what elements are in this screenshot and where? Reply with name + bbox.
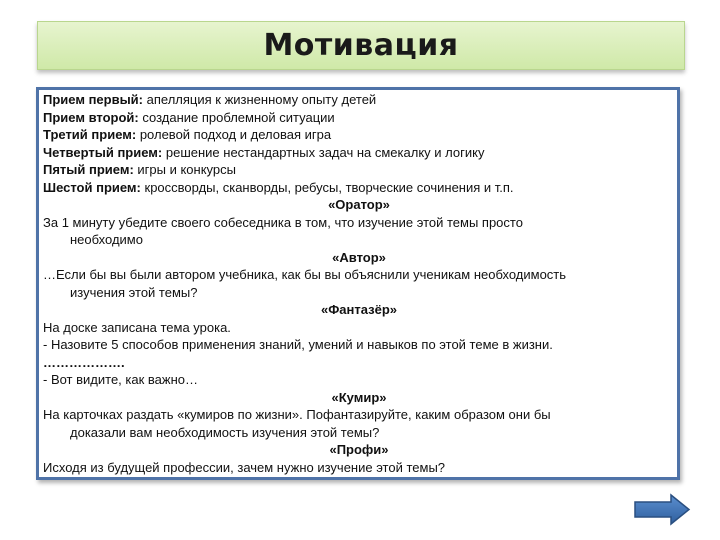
orator-heading: «Оратор»	[328, 197, 390, 212]
technique-label: Шестой прием:	[43, 179, 141, 195]
fantasy-heading: «Фантазёр»	[320, 302, 398, 317]
technique-2	[43, 109, 675, 127]
technique-text: решение нестандартных задач на смекалку и логику	[162, 144, 485, 160]
author-text-cont: изучения этой темы?	[70, 284, 198, 300]
next-slide-button[interactable]	[633, 493, 691, 526]
orator-text: За 1 минуту убедите своего собеседника в том, что изучение этой темы просто	[43, 214, 523, 230]
technique-label: Прием первый:	[43, 92, 144, 107]
idol-heading: «Кумир»	[331, 389, 387, 405]
technique-6	[43, 179, 675, 197]
arrow-right-icon	[633, 493, 691, 526]
technique-4	[43, 144, 675, 162]
technique-label: Третий прием:	[43, 127, 137, 142]
fantasy-text-1: На доске записана тема урока.	[43, 319, 231, 335]
technique-text: игры и конкурсы	[133, 162, 236, 177]
pro-text: Исходя из будущей профессии, зачем нужно изучение этой темы?	[43, 459, 446, 475]
pro-heading: «Профи»	[329, 442, 389, 457]
author-heading: «Автор»	[332, 249, 386, 265]
fantasy-text-4: - Вот видите, как важно…	[43, 372, 198, 387]
technique-text: ролевой подход и деловая игра	[136, 127, 332, 142]
idol-text: На карточках раздать «кумиров по жизни». Пофантазируйте, каким образом они бы	[43, 407, 551, 422]
technique-text: кроссворды, сканворды, ребусы, творческие сочинения и т.п.	[140, 179, 514, 195]
technique-text: создание проблемной ситуации	[138, 109, 335, 125]
idol-text-cont: доказали вам необходимость изучения этой темы?	[70, 424, 380, 440]
fantasy-text-3: ……………….	[43, 354, 125, 370]
fantasy-text-2: - Назовите 5 способов применения знаний, умений и навыков по этой теме в жизни.	[43, 337, 553, 352]
technique-1	[43, 91, 675, 109]
technique-text: апелляция к жизненному опыту детей	[143, 92, 377, 107]
orator-text-cont: необходимо	[70, 232, 143, 247]
title-bar	[37, 21, 685, 70]
slide-content	[43, 91, 675, 476]
technique-3	[43, 126, 675, 144]
technique-label: Четвертый прием:	[43, 144, 163, 160]
technique-5	[43, 161, 675, 179]
technique-label: Пятый прием:	[43, 162, 134, 177]
technique-label: Прием второй:	[43, 109, 139, 125]
author-text: …Если бы вы были автором учебника, как бы вы объяснили ученикам необходимость	[43, 267, 567, 282]
slide-title: Мотивация	[263, 28, 459, 63]
